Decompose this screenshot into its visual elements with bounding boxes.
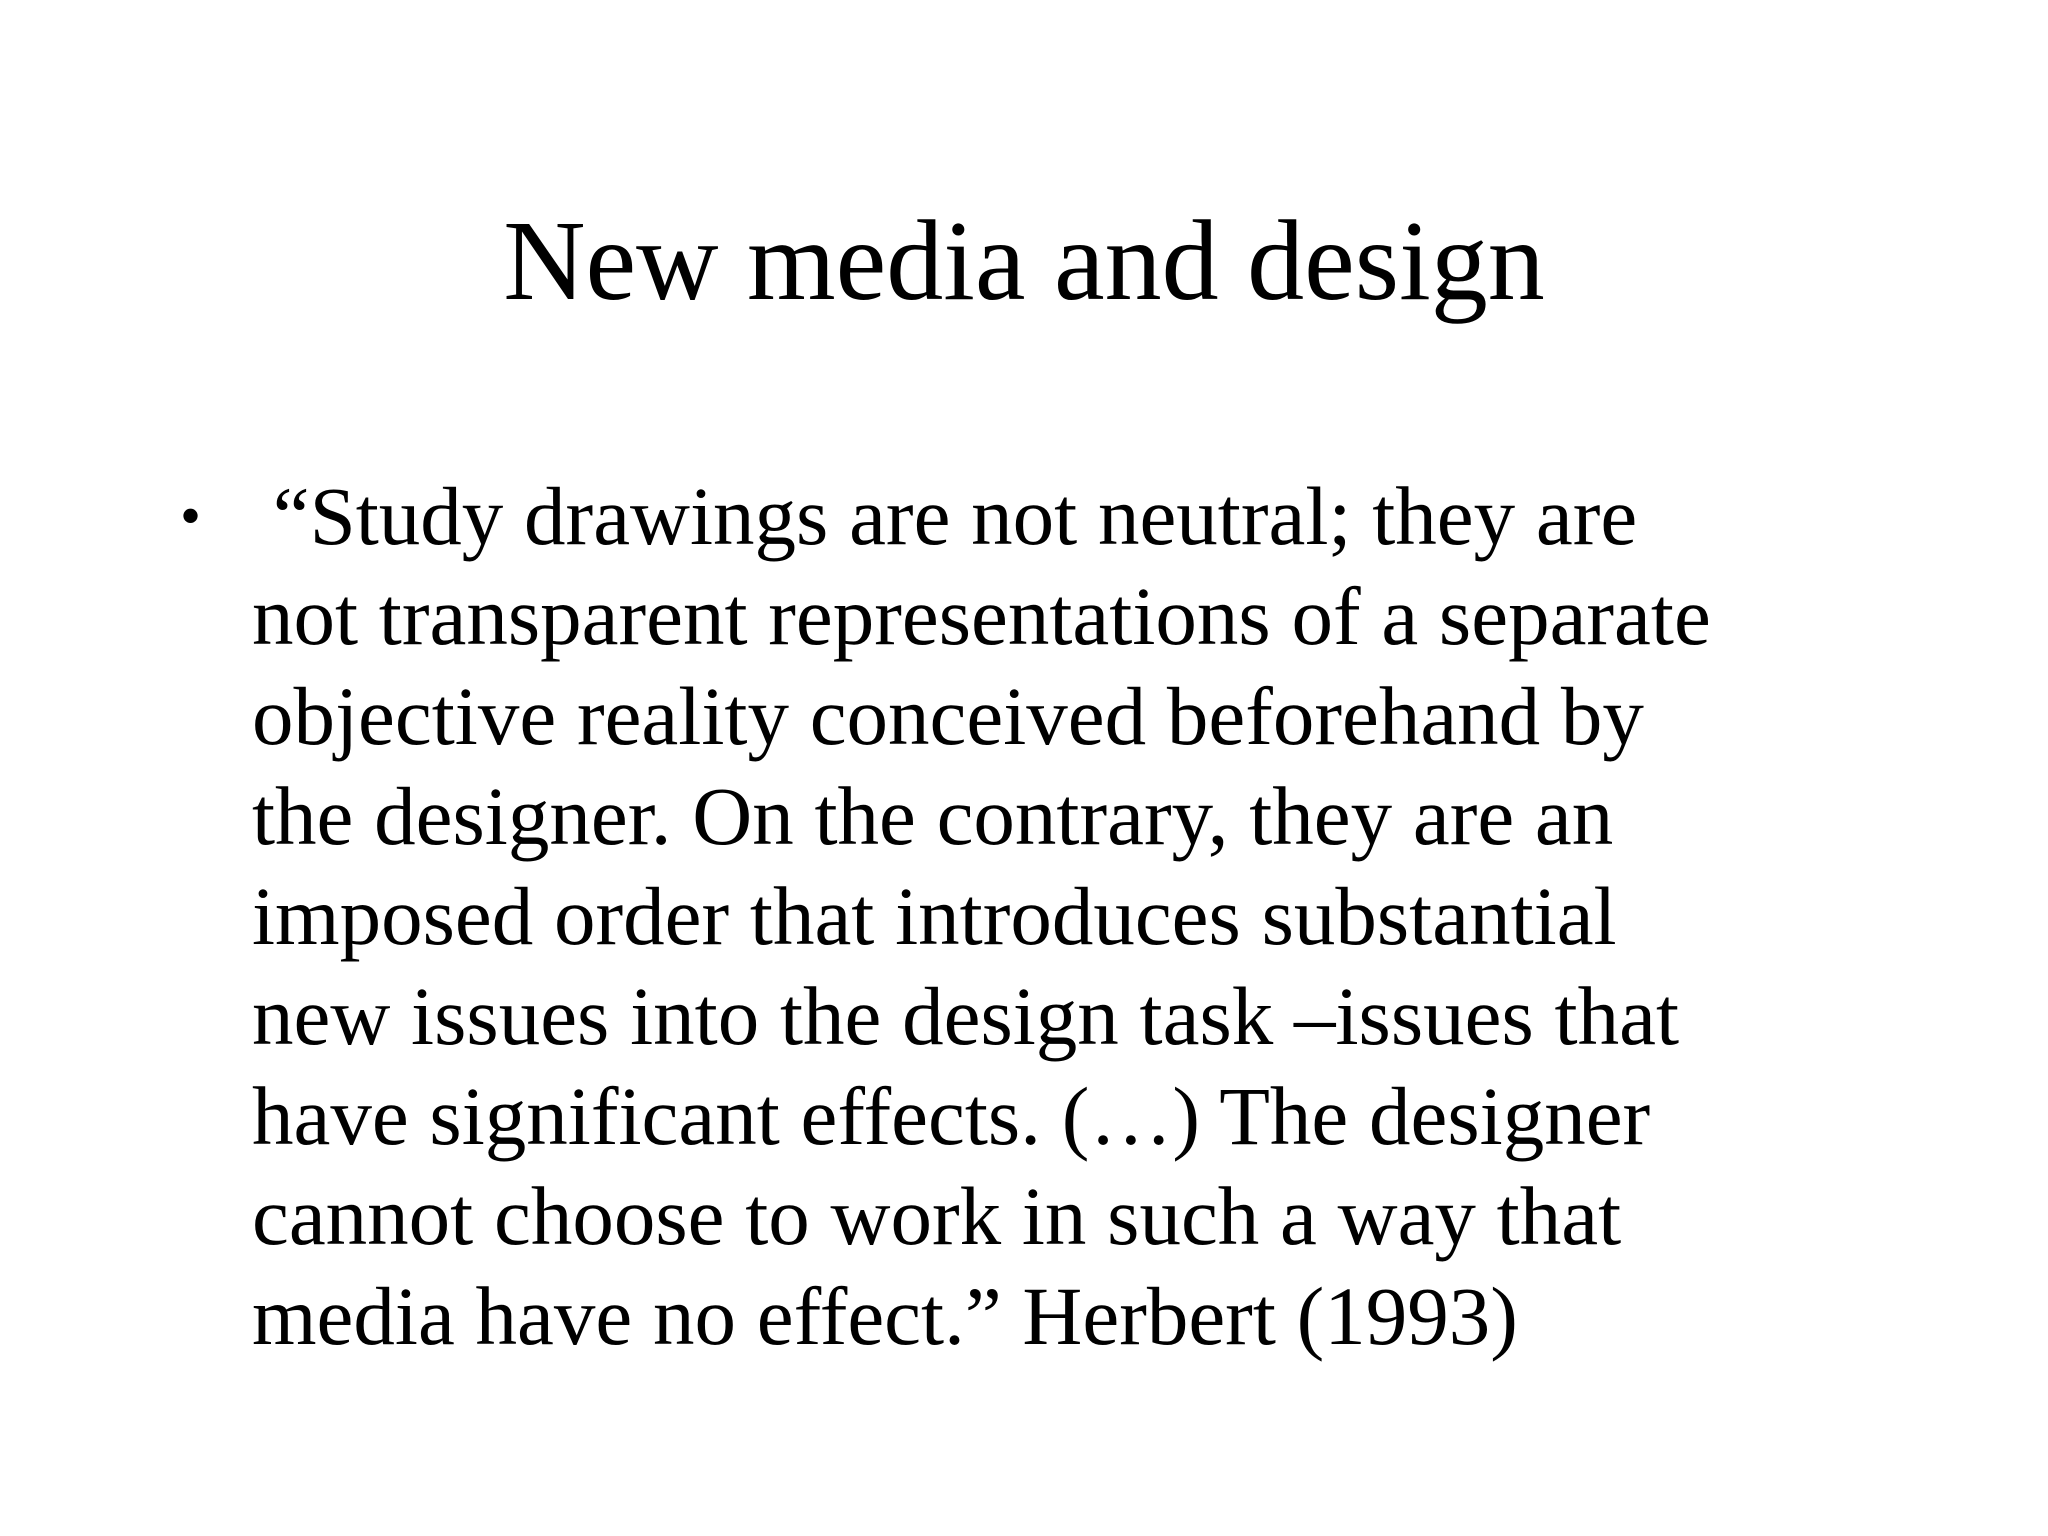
quote-line: not transparent representations of a separate: [252, 570, 1711, 662]
quote-line: new issues into the design task –issues that: [252, 970, 1680, 1062]
quote-line: cannot choose to work in such a way that: [252, 1170, 1622, 1262]
quote-line: objective reality conceived beforehand by: [252, 670, 1644, 762]
quote-line: imposed order that introduces substantial: [252, 870, 1617, 962]
quote-line: “Study drawings are not neutral; they are: [252, 470, 1638, 562]
quote-text: [252, 466, 1912, 1366]
quote-line: have significant effects. (…) The designer: [252, 1070, 1651, 1162]
quote-line: the designer. On the contrary, they are an: [252, 770, 1614, 862]
quote-line: media have no effect.” Herbert (1993): [252, 1270, 1518, 1362]
slide-title: New media and design: [503, 197, 1545, 324]
bullet-marker: •: [180, 483, 202, 549]
